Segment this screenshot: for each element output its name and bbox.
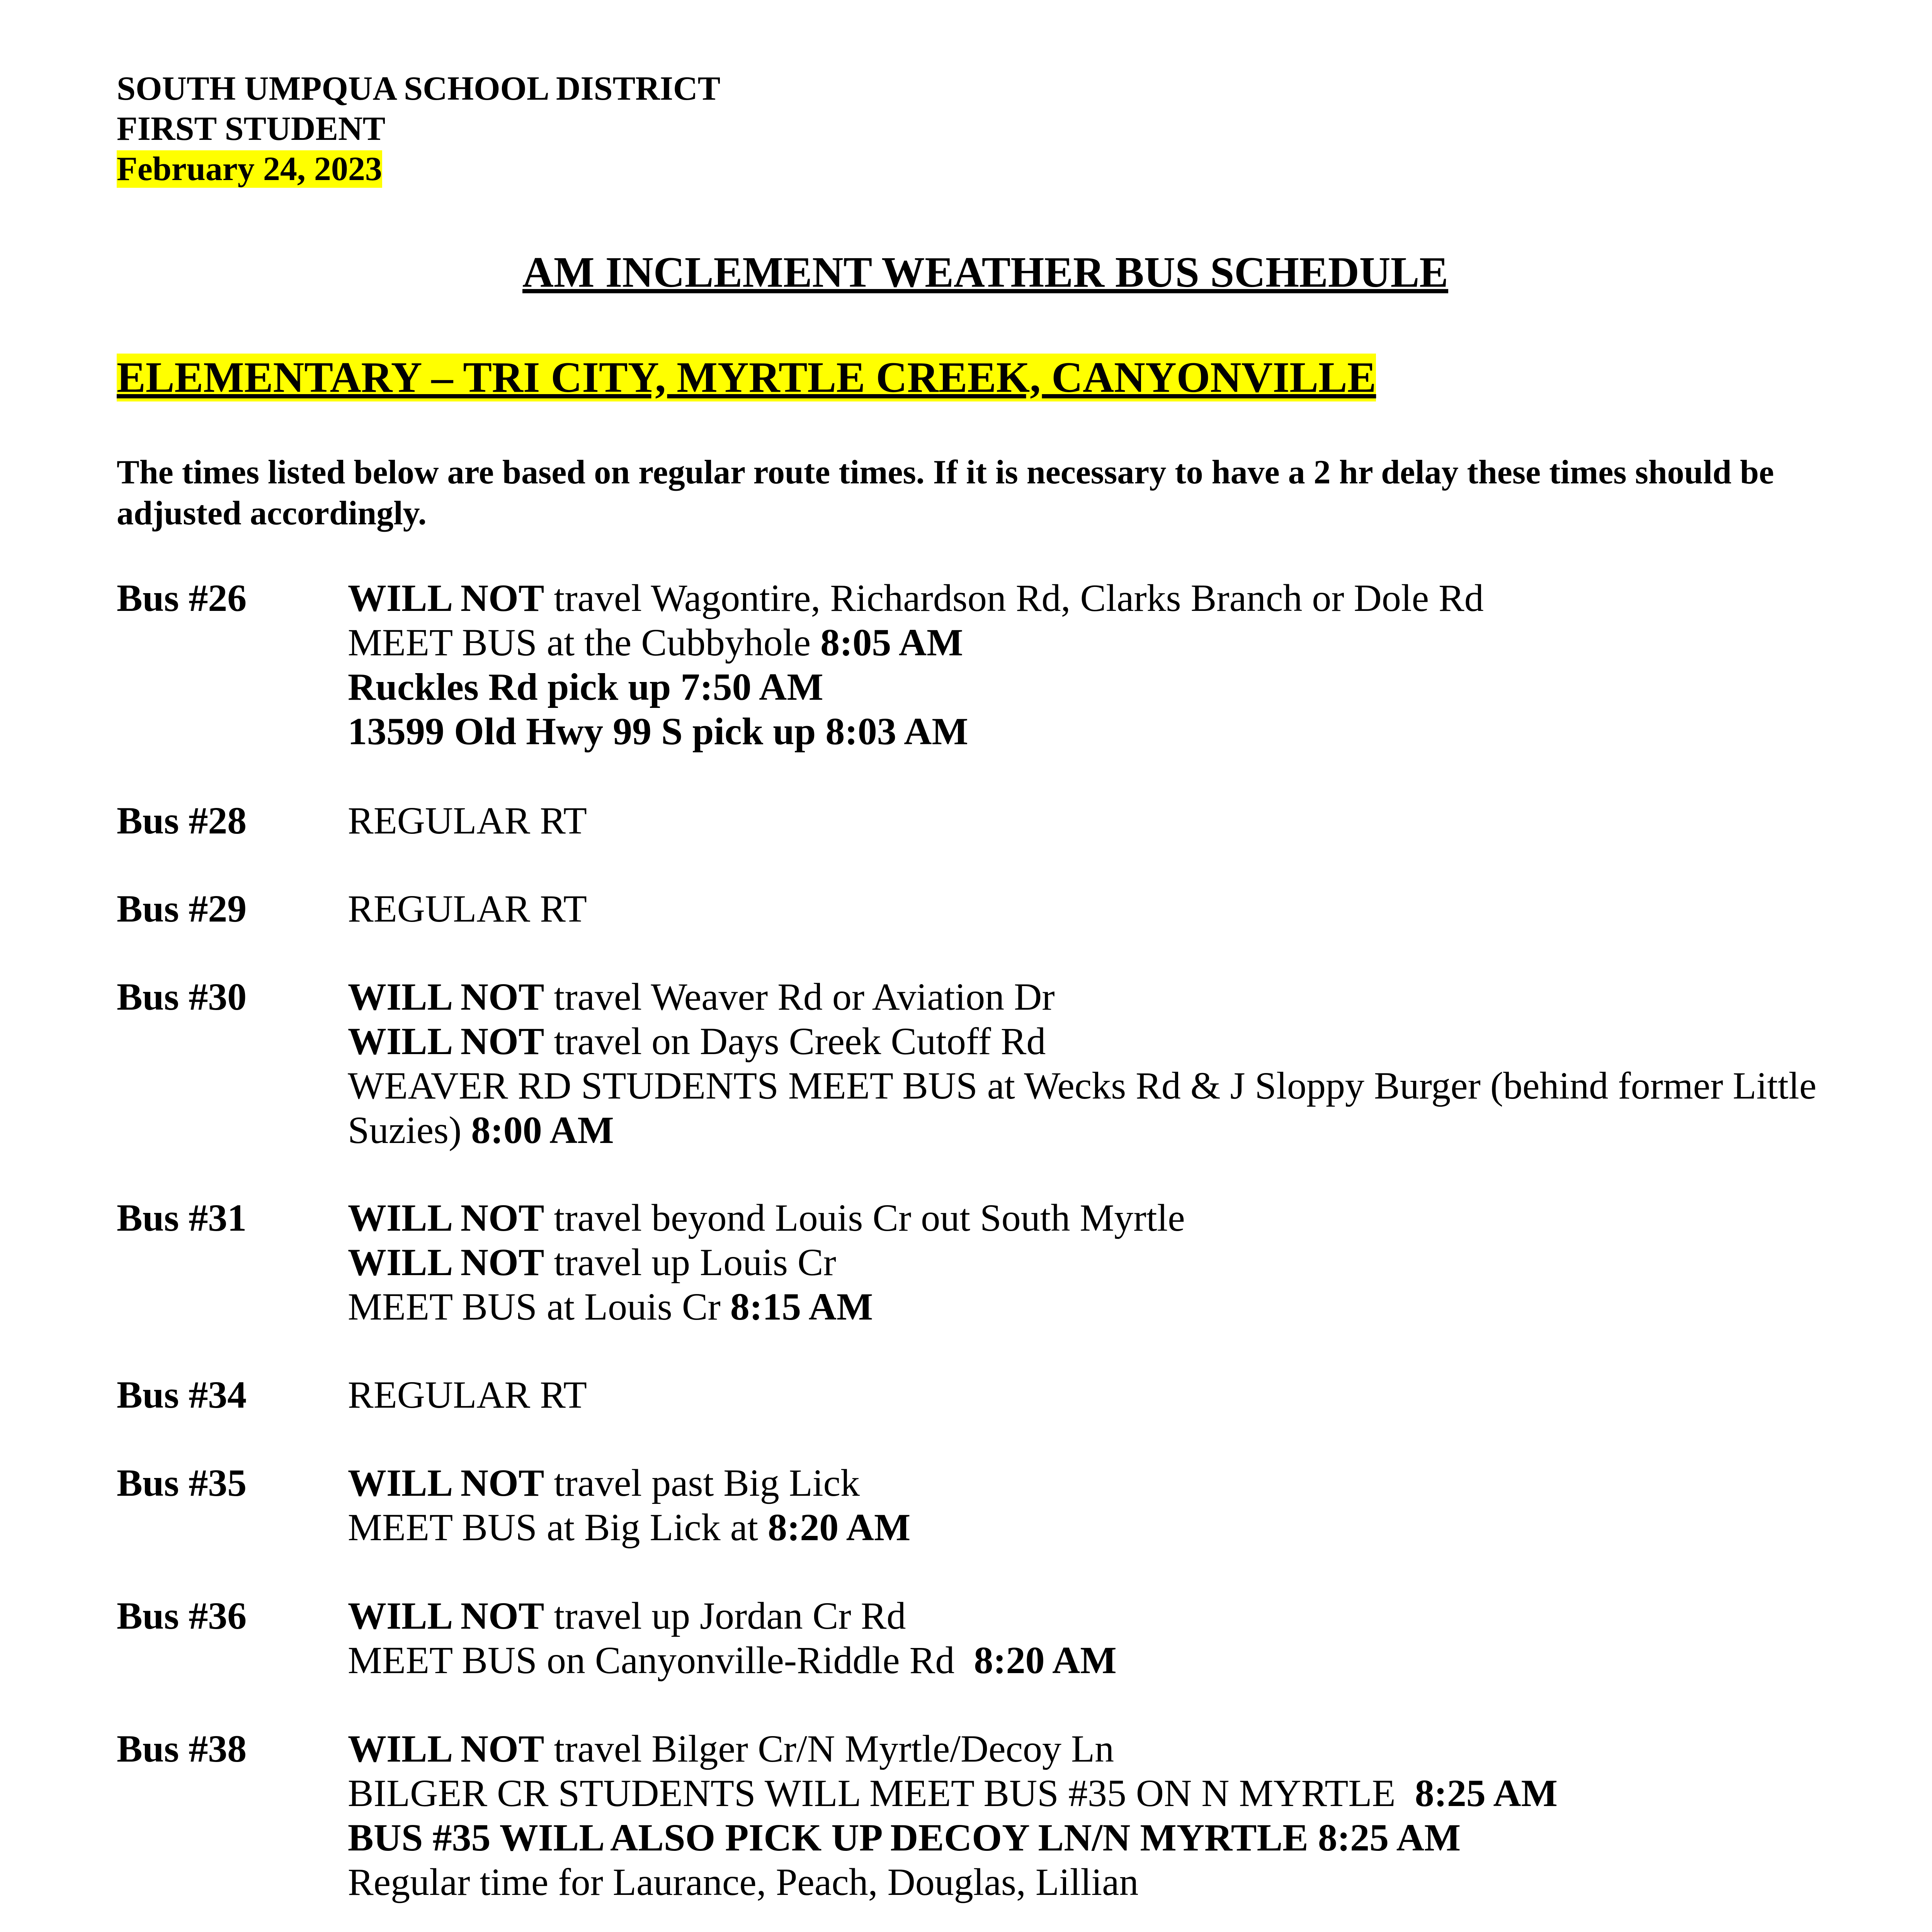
bus-instructions	[348, 798, 1878, 843]
instruction-line: WILL NOT travel Bilger Cr/N Myrtle/Decoy Ln	[348, 1727, 1114, 1770]
instruction-line: WILL NOT travel Weaver Rd or Aviation Dr	[348, 975, 1055, 1018]
instruction-line: WILL NOT travel on Days Creek Cutoff Rd	[348, 1020, 1046, 1063]
bus-number: Bus #29	[117, 887, 247, 930]
instruction-line: REGULAR RT	[348, 1373, 587, 1416]
bus-instructions	[348, 1726, 1878, 1904]
bus-instructions	[348, 1372, 1878, 1417]
bus-number: Bus #34	[117, 1373, 247, 1416]
bus-instructions	[348, 1594, 1878, 1682]
bus-number: Bus #30	[117, 975, 247, 1018]
instruction-line: MEET BUS at the Cubbyhole 8:05 AM	[348, 621, 963, 664]
document-date	[117, 149, 382, 189]
section-title	[117, 352, 1376, 403]
bus-number: Bus #36	[117, 1594, 247, 1637]
instruction-line: WEAVER RD STUDENTS MEET BUS at Wecks Rd & J Sloppy Burger (behind former Little Suzies) 8:00 AM	[348, 1064, 1816, 1151]
instruction-line: MEET BUS at Louis Cr 8:15 AM	[348, 1285, 873, 1328]
company-name: FIRST STUDENT	[117, 110, 386, 148]
bus-number: Bus #38	[117, 1727, 247, 1770]
instruction-line: WILL NOT travel Wagontire, Richardson Rd, Clarks Branch or Dole Rd	[348, 577, 1484, 619]
page-title: AM INCLEMENT WEATHER BUS SCHEDULE	[522, 248, 1449, 296]
bus-number: Bus #35	[117, 1461, 247, 1504]
bus-instructions	[348, 1461, 1878, 1549]
instruction-line: WILL NOT travel up Louis Cr	[348, 1241, 836, 1284]
instruction-line: REGULAR RT	[348, 799, 587, 842]
instruction-line: WILL NOT travel up Jordan Cr Rd	[348, 1594, 906, 1637]
instruction-line: WILL NOT travel past Big Lick	[348, 1461, 860, 1504]
instruction-line: 13599 Old Hwy 99 S pick up 8:03 AM	[348, 710, 968, 753]
bus-instructions	[348, 886, 1878, 931]
instruction-line: MEET BUS at Big Lick at 8:20 AM	[348, 1506, 911, 1549]
bus-number: Bus #31	[117, 1196, 247, 1239]
section-title-highlight: ELEMENTARY – TRI CITY, MYRTLE CREEK, CANYONVILLE	[117, 354, 1376, 401]
instruction-line: MEET BUS on Canyonville-Riddle Rd 8:20 AM	[348, 1639, 1117, 1682]
bus-instructions	[348, 1196, 1878, 1329]
instruction-line: Regular time for Laurance, Peach, Douglas, Lillian	[348, 1861, 1139, 1903]
intro-paragraph: The times listed below are based on regular route times. If it is necessary to have a 2 hr delay these times should be adjusted accordingly.	[117, 454, 1774, 532]
bus-instructions	[348, 975, 1878, 1152]
instruction-line: Ruckles Rd pick up 7:50 AM	[348, 665, 823, 708]
district-name: SOUTH UMPQUA SCHOOL DISTRICT	[117, 70, 721, 107]
date-highlight: February 24, 2023	[117, 150, 382, 188]
bus-number: Bus #28	[117, 799, 247, 842]
instruction-line: REGULAR RT	[348, 887, 587, 930]
bus-instructions	[348, 576, 1878, 753]
instruction-line: BILGER CR STUDENTS WILL MEET BUS #35 ON N MYRTLE 8:25 AM	[348, 1772, 1558, 1815]
bus-number: Bus #26	[117, 577, 247, 619]
instruction-line: WILL NOT travel beyond Louis Cr out South Myrtle	[348, 1196, 1185, 1239]
instruction-line: BUS #35 WILL ALSO PICK UP DECOY LN/N MYRTLE 8:25 AM	[348, 1816, 1461, 1859]
